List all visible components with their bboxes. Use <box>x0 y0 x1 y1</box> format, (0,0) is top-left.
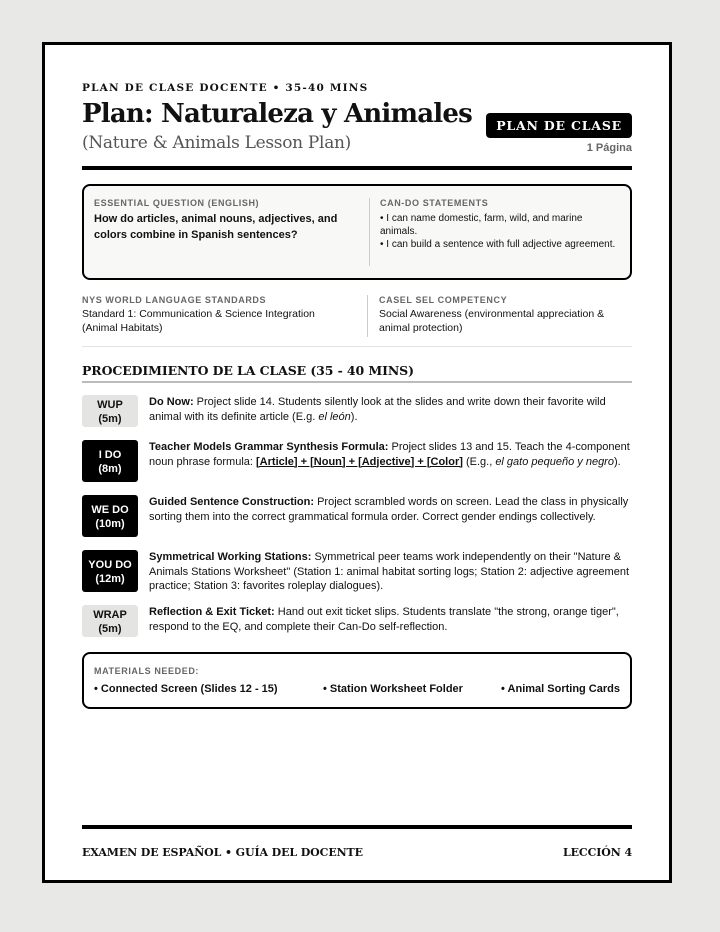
step-tag <box>82 605 138 637</box>
can-do-item: • I can build a sentence with full adjective agreement. <box>380 239 616 250</box>
materials-label: MATERIALS NEEDED: <box>94 666 200 676</box>
page-subtitle: (Nature & Animals Lesson Plan) <box>82 133 352 153</box>
can-do-statements <box>380 198 618 251</box>
step-heading: Reflection & Exit Ticket: <box>149 606 275 618</box>
step-text: (E.g., <box>462 455 496 468</box>
nys-standards-label: NYS WORLD LANGUAGE STANDARDS <box>82 295 267 305</box>
step-description <box>149 440 632 469</box>
step-tag-label: WUP <box>97 399 123 411</box>
step-description <box>149 605 632 634</box>
header-kicker: PLAN DE CLASE DOCENTE • 35-40 MINS <box>82 82 369 94</box>
materials-item: • Animal Sorting Cards <box>501 683 620 695</box>
can-do-label: CAN-DO STATEMENTS <box>380 198 489 208</box>
step-heading: Teacher Models Grammar Synthesis Formula: <box>149 441 389 453</box>
procedure-title: PROCEDIMIENTO DE LA CLASE (35 - 40 MINS) <box>82 363 414 378</box>
footer-left: EXAMEN DE ESPAÑOL • GUÍA DEL DOCENTE <box>82 846 363 859</box>
step-tag-time: (5m) <box>98 623 122 635</box>
step-description <box>149 495 632 524</box>
nys-standards <box>82 295 352 335</box>
header-rule <box>82 166 632 170</box>
step-text: ). <box>350 410 358 423</box>
page-title: Plan: Naturaleza y Animales <box>82 99 472 129</box>
eq-divider <box>369 198 370 266</box>
essential-question-text: How do articles, animal nouns, adjectives, and colors combine in Spanish sentences? <box>94 213 338 241</box>
step-example: el león <box>318 410 351 423</box>
step-description <box>149 550 632 594</box>
step-heading: Symmetrical Working Stations: <box>149 551 312 563</box>
step-text: Symmetrical peer teams work independently on their "Nature & Animals Stations Worksheet" (Station 1: animal habitat sorting logs; Station 2: adjective agreement practice; Station 3: favorites roleplay dialogues). <box>149 551 630 592</box>
step-text: Hand out exit ticket slips. Students translate "the strong, orange tiger", respond to the EQ, and complete their Can-Do self-reflection. <box>149 606 619 633</box>
casel-label: CASEL SEL COMPETENCY <box>379 295 508 305</box>
grammar-formula: [Article] + [Noun] + [Adjective] + [Color] <box>256 455 463 468</box>
lesson-plan-page <box>42 42 672 883</box>
essential-question-box <box>82 184 632 280</box>
materials-item: • Connected Screen (Slides 12 - 15) <box>94 683 278 695</box>
materials-item: • Station Worksheet Folder <box>323 683 463 695</box>
step-example: el gato pequeño y negro <box>495 455 614 468</box>
footer-rule <box>82 825 632 829</box>
can-do-list <box>380 212 618 251</box>
step-tag <box>82 495 138 537</box>
step-text: Project slides 13 and 15. Teach the 4-component noun phrase formula: <box>149 441 630 468</box>
step-text: ). <box>613 455 621 468</box>
step-tag-time: (10m) <box>95 518 125 530</box>
step-tag-label: YOU DO <box>88 559 132 571</box>
step-tag <box>82 395 138 427</box>
footer-right: LECCIÓN 4 <box>563 846 632 859</box>
standards-divider <box>367 295 368 337</box>
step-tag-label: I DO <box>98 449 122 461</box>
plan-badge: PLAN DE CLASE <box>486 113 632 138</box>
can-do-item: • I can name domestic, farm, wild, and marine animals. <box>380 213 583 237</box>
essential-question <box>94 198 356 243</box>
standards-rule <box>82 346 632 347</box>
step-text: Project scrambled words on screen. Lead the class in physically sorting them into the correct grammatical formula order. Correct gender endings collectively. <box>149 496 629 523</box>
procedure-rule <box>82 381 632 383</box>
nys-standards-text: Standard 1: Communication & Science Integration (Animal Habitats) <box>82 308 315 334</box>
page-content <box>82 45 632 880</box>
step-description <box>149 395 632 424</box>
casel-text: Social Awareness (environmental appreciation & animal protection) <box>379 308 605 334</box>
materials-box <box>82 652 632 709</box>
casel-competency <box>379 295 632 335</box>
essential-question-label: ESSENTIAL QUESTION (ENGLISH) <box>94 198 260 208</box>
step-tag-time: (8m) <box>98 463 122 475</box>
page-count: 1 Página <box>586 142 632 154</box>
step-tag-label: WE DO <box>91 504 129 516</box>
step-tag-time: (12m) <box>95 573 125 585</box>
step-tag-label: WRAP <box>93 609 127 621</box>
step-heading: Do Now: <box>149 396 194 408</box>
step-tag <box>82 550 138 592</box>
step-text: Project slide 14. Students silently look at the slides and write down their favorite wild animal with its definite article (E.g. <box>149 396 606 423</box>
step-tag-time: (5m) <box>98 413 122 425</box>
step-tag <box>82 440 138 482</box>
step-heading: Guided Sentence Construction: <box>149 496 315 508</box>
